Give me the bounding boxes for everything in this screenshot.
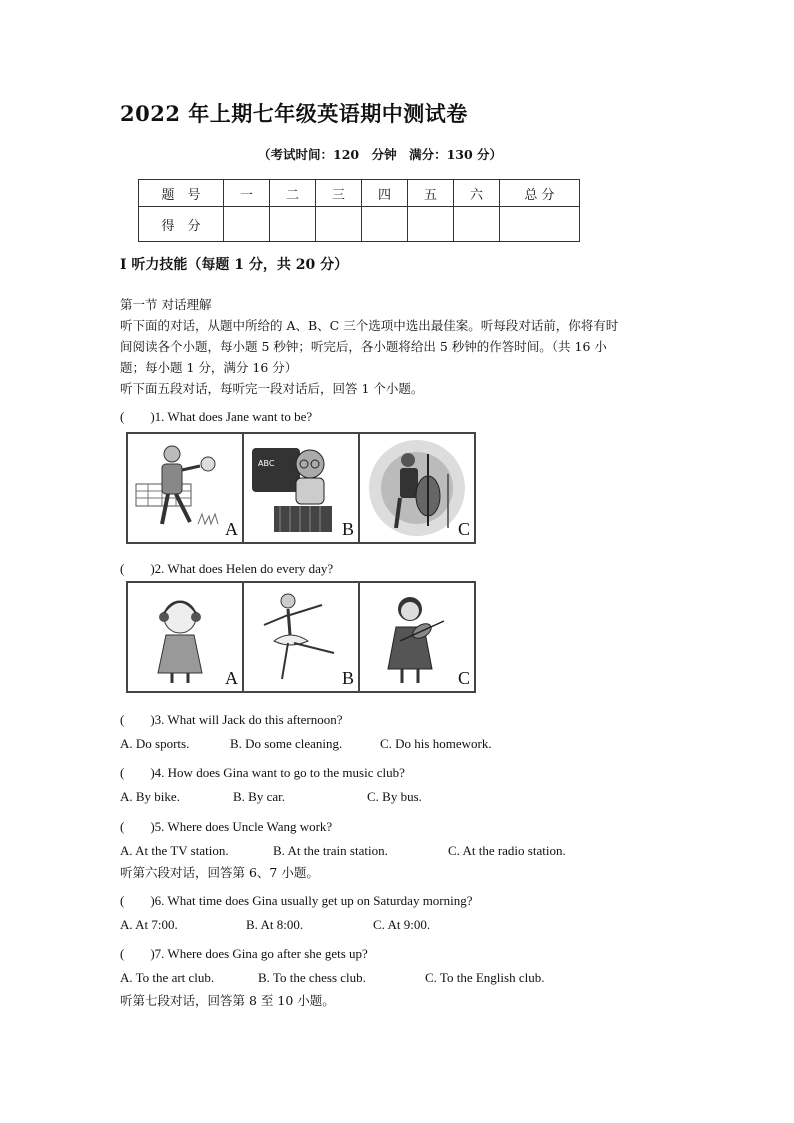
question-text: 5. Where does Uncle Wang work? bbox=[154, 819, 333, 834]
question-6 bbox=[120, 890, 473, 909]
row-label: 得 分 bbox=[139, 207, 224, 242]
exam-info: （考试时间：120 分钟 满分：130 分） bbox=[258, 147, 503, 162]
girl-with-headphones-image[interactable] bbox=[128, 583, 244, 691]
question-text: 3. What will Jack do this afternoon? bbox=[154, 712, 343, 727]
question-4 bbox=[120, 762, 405, 781]
option-a[interactable]: A. By bike. bbox=[120, 789, 180, 804]
question-text: 6. What time does Gina usually get up on Saturday morning? bbox=[154, 893, 473, 908]
header-cell: 二 bbox=[270, 180, 316, 207]
score-table bbox=[138, 179, 580, 242]
question-7 bbox=[120, 943, 368, 962]
answer-blank[interactable]: ( ) bbox=[120, 409, 155, 424]
header-cell: 三 bbox=[316, 180, 362, 207]
page-title: 2022 年上期七年级英语期中测试卷 bbox=[120, 101, 468, 126]
header-cell: 总 分 bbox=[500, 180, 580, 207]
q5-options bbox=[120, 843, 566, 859]
question-2 bbox=[120, 558, 333, 577]
answer-blank[interactable]: ( ) bbox=[120, 712, 155, 727]
instruction-line: 听下面的对话，从题中所给的 A、B、C 三个选项中选出最佳案。听每段对话前，你将有时 bbox=[120, 318, 619, 333]
q6-options bbox=[120, 917, 430, 933]
cellist-image[interactable] bbox=[360, 434, 474, 542]
header-cell: 四 bbox=[362, 180, 408, 207]
part-title: 第一节 对话理解 bbox=[120, 297, 212, 312]
option-c[interactable]: C. At 9:00. bbox=[373, 917, 431, 932]
q1-picture-row bbox=[126, 432, 476, 544]
answer-blank[interactable]: ( ) bbox=[120, 893, 155, 908]
question-text: 1. What does Jane want to be? bbox=[154, 409, 313, 424]
q4-options bbox=[120, 789, 422, 805]
header-cell: 一 bbox=[224, 180, 270, 207]
instruction-line: 听下面五段对话，每听完一段对话后，回答 1 个小题。 bbox=[120, 381, 424, 396]
option-b[interactable]: B. By car. bbox=[233, 789, 285, 804]
option-b[interactable]: B. At the train station. bbox=[273, 843, 388, 858]
section-title: Ⅰ 听力技能（每题 1 分，共 20 分） bbox=[120, 257, 349, 273]
question-text: 2. What does Helen do every day? bbox=[154, 561, 334, 576]
question-text: 7. Where does Gina go after she gets up? bbox=[154, 946, 368, 961]
option-label: A bbox=[225, 519, 238, 539]
question-1 bbox=[120, 406, 312, 425]
volleyball-player-image[interactable] bbox=[128, 434, 244, 542]
option-a[interactable]: A. To the art club. bbox=[120, 970, 215, 985]
q7-options bbox=[120, 970, 544, 986]
option-label: B bbox=[341, 519, 354, 539]
question-3 bbox=[120, 709, 343, 728]
header-cell: 五 bbox=[408, 180, 454, 207]
header-cell: 六 bbox=[454, 180, 500, 207]
instruction-line: 间阅读各个小题，每小题 5 秒钟；听完后，各小题将给出 5 秒钟的作答时间。（共 16 小 bbox=[120, 339, 607, 354]
option-c[interactable]: C. To the English club. bbox=[425, 970, 545, 985]
option-a[interactable]: A. At the TV station. bbox=[120, 843, 229, 858]
score-cell[interactable] bbox=[408, 207, 454, 242]
option-a[interactable]: A. Do sports. bbox=[120, 736, 190, 751]
listening-note: 听第七段对话，回答第 8 至 10 小题。 bbox=[120, 993, 335, 1008]
answer-blank[interactable]: ( ) bbox=[120, 765, 155, 780]
answer-blank[interactable]: ( ) bbox=[120, 819, 155, 834]
option-label: B bbox=[341, 668, 354, 688]
option-label: A bbox=[225, 668, 238, 688]
answer-blank[interactable]: ( ) bbox=[120, 946, 155, 961]
option-a[interactable]: A. At 7:00. bbox=[120, 917, 178, 932]
score-cell[interactable] bbox=[224, 207, 270, 242]
score-cell[interactable] bbox=[270, 207, 316, 242]
score-cell[interactable] bbox=[500, 207, 580, 242]
option-b[interactable]: B. To the chess club. bbox=[258, 970, 366, 985]
violin-girl-image[interactable] bbox=[360, 583, 474, 691]
option-b[interactable]: B. Do some cleaning. bbox=[230, 736, 343, 751]
ballet-dancer-image[interactable] bbox=[244, 583, 360, 691]
q2-picture-row bbox=[126, 581, 476, 693]
score-cell[interactable] bbox=[454, 207, 500, 242]
option-b[interactable]: B. At 8:00. bbox=[246, 917, 304, 932]
option-c[interactable]: C. Do his homework. bbox=[380, 736, 492, 751]
teacher-image[interactable] bbox=[244, 434, 360, 542]
option-c[interactable]: C. At the radio station. bbox=[448, 843, 566, 858]
listening-note: 听第六段对话，回答第 6、7 小题。 bbox=[120, 865, 319, 880]
question-text: 4. How does Gina want to go to the music club? bbox=[154, 765, 405, 780]
question-5 bbox=[120, 816, 332, 835]
q3-options bbox=[120, 736, 492, 752]
header-cell: 题 号 bbox=[139, 180, 224, 207]
svg-text:ABC: ABC bbox=[258, 459, 275, 468]
instruction-line: 题；每小题 1 分，满分 16 分） bbox=[120, 360, 298, 375]
option-c[interactable]: C. By bus. bbox=[367, 789, 422, 804]
answer-blank[interactable]: ( ) bbox=[120, 561, 155, 576]
score-cell[interactable] bbox=[316, 207, 362, 242]
option-label: C bbox=[457, 668, 470, 688]
option-label: C bbox=[457, 519, 470, 539]
score-cell[interactable] bbox=[362, 207, 408, 242]
